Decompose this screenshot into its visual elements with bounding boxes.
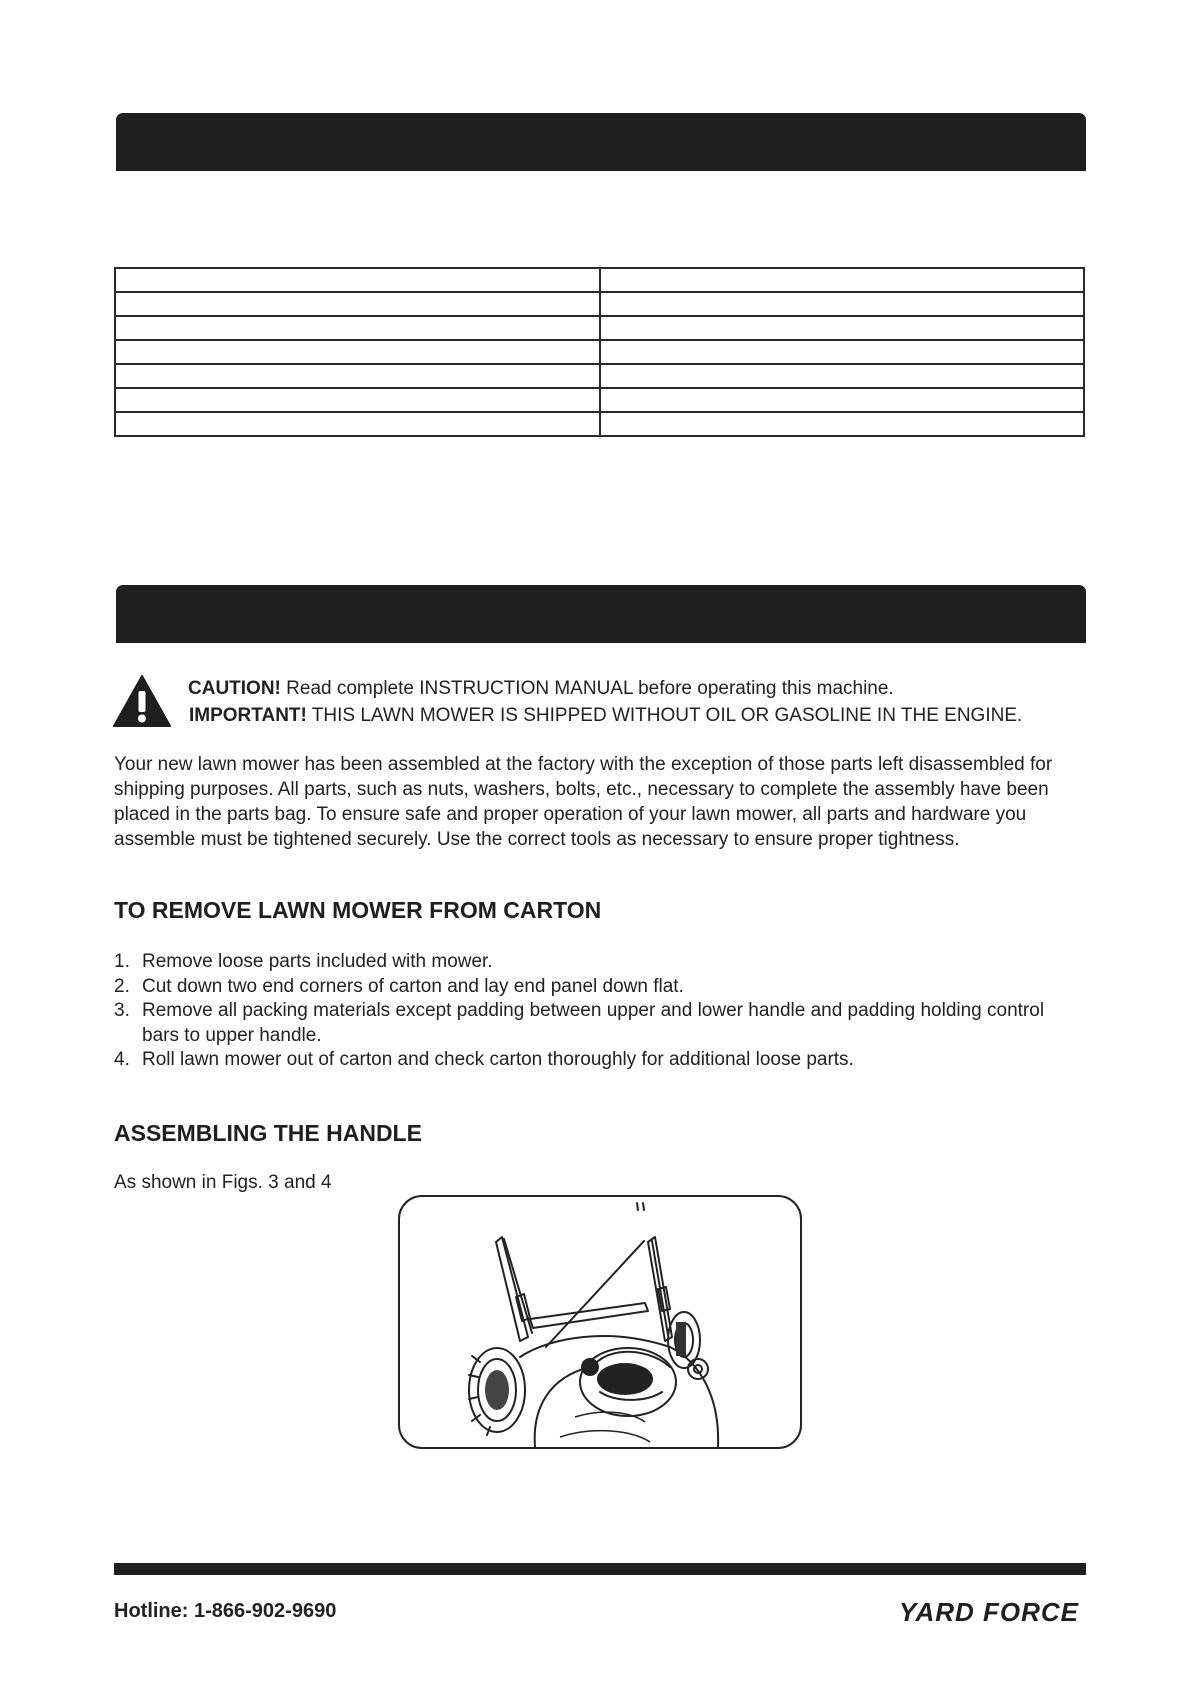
table-cell: [600, 364, 1085, 388]
section-header-banner: [116, 585, 1086, 643]
step-number: 2.: [114, 975, 130, 997]
step-number: 4.: [114, 1049, 130, 1070]
table-row: [115, 268, 1084, 292]
table-row: [115, 292, 1084, 316]
list-item: [114, 975, 1074, 1000]
specifications-table: [114, 267, 1085, 437]
important-label: IMPORTANT!: [189, 705, 307, 726]
hotline-text: Hotline: 1-866-902-9690: [114, 1600, 337, 1622]
step-text: Remove loose parts included with mower.: [142, 951, 493, 972]
caution-line: [188, 678, 894, 700]
caution-text: Read complete INSTRUCTION MANUAL before operating this machine.: [280, 678, 894, 699]
table-cell: [115, 340, 600, 364]
caution-notice: [112, 672, 1092, 732]
table-cell: [600, 268, 1085, 292]
table-row: [115, 412, 1084, 436]
table-row: [115, 364, 1084, 388]
table-cell: [600, 388, 1085, 412]
step-text: Cut down two end corners of carton and lay end panel down flat.: [142, 975, 684, 997]
table-cell: [115, 292, 600, 316]
table-cell: [115, 388, 600, 412]
table-row: [115, 316, 1084, 340]
step-number: 1.: [114, 951, 130, 972]
footer-bar: [114, 1563, 1086, 1575]
step-text: Remove all packing materials except padding between upper and lower handle and padding holding control bars to upper handle.: [142, 1000, 1045, 1046]
remove-from-carton-heading: TO REMOVE LAWN MOWER FROM CARTON: [114, 897, 602, 923]
intro-paragraph: Your new lawn mower has been assembled at the factory with the exception of those parts left disassembled for shipping purposes. All parts, such as nuts, washers, bolts, etc., necessary to complete the assembly have been placed in the parts bag. To ensure safe and proper operation of your lawn mower, all parts and hardware you assemble must be tightened securely. Use the correct tools as necessary to ensure proper tightness.: [114, 754, 1053, 850]
table-cell: [115, 268, 600, 292]
list-item: [114, 950, 1074, 975]
table-row: [115, 388, 1084, 412]
assembling-handle-heading: ASSEMBLING THE HANDLE: [114, 1120, 422, 1146]
important-text: THIS LAWN MOWER IS SHIPPED WITHOUT OIL OR GASOLINE IN THE ENGINE.: [306, 705, 1023, 726]
list-item: [114, 999, 1074, 1048]
table-cell: [600, 316, 1085, 340]
step-text: Roll lawn mower out of carton and check carton thoroughly for additional loose parts.: [142, 1049, 854, 1070]
table-cell: [600, 340, 1085, 364]
step-number: 3.: [114, 1000, 130, 1021]
section-header-banner: [116, 113, 1086, 171]
warning-triangle-icon: [112, 674, 172, 728]
table-cell: [115, 364, 600, 388]
brand-logo: YARD FORCE: [899, 1597, 1079, 1627]
lawn-mower-illustration-icon: [400, 1197, 800, 1447]
table-cell: [600, 412, 1085, 436]
lawn-mower-figure: [398, 1195, 802, 1449]
figures-note: As shown in Figs. 3 and 4: [114, 1172, 332, 1193]
table-cell: [115, 412, 600, 436]
important-line: [189, 705, 1022, 727]
table-cell: [115, 316, 600, 340]
table-row: [115, 340, 1084, 364]
list-item: [114, 1048, 1074, 1073]
remove-steps-list: [114, 950, 1074, 1073]
table-cell: [600, 292, 1085, 316]
caution-label: CAUTION!: [188, 678, 281, 699]
